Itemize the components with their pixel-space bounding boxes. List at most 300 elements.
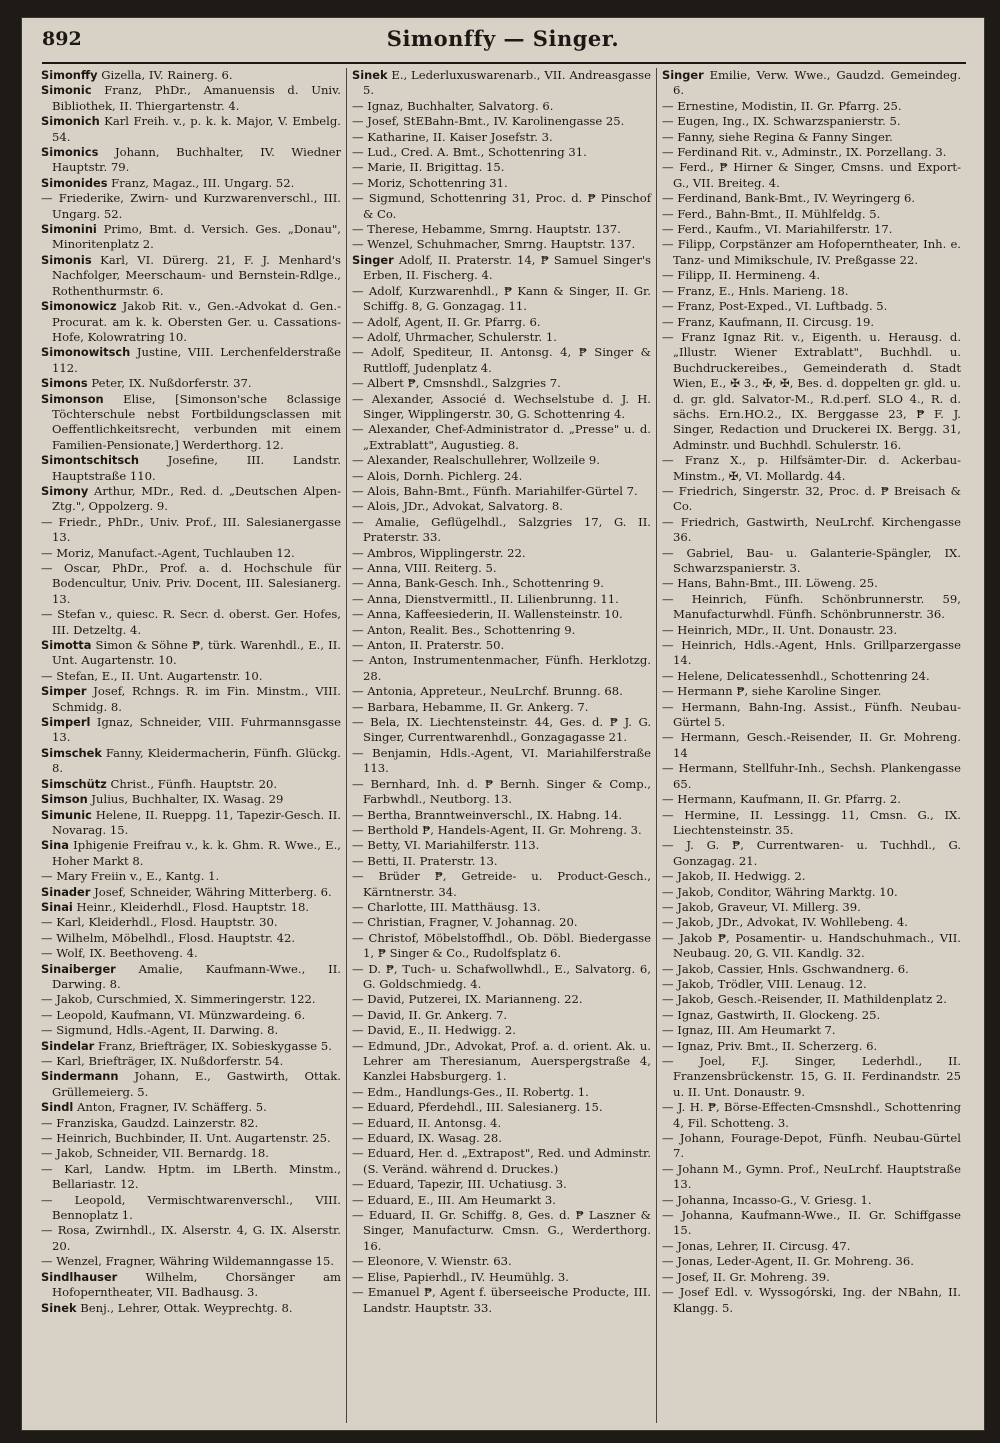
entry-text: — Wenzel, Fragner, Währing Wildemanngasse 15. (41, 1254, 335, 1269)
entry-surname: Simonson (41, 391, 104, 406)
directory-entry (352, 838, 651, 853)
entry-text: Franz, PhDr., Amanuensis d. Univ. Bibliothek, II. Thiergartenstr. 4. (52, 83, 341, 113)
directory-entry (352, 576, 651, 591)
directory-entry (662, 808, 961, 839)
directory-entry (41, 962, 341, 993)
entry-text: Josef, Rchngs. R. im Fin. Minstm., VIII. Schmidg. 8. (52, 684, 341, 714)
directory-entry (41, 638, 341, 669)
entry-text: — Katharine, II. Kaiser Josefstr. 3. (352, 129, 553, 144)
entry-text: Helene, II. Rueppg. 11, Tapezir-Gesch. II. Novarag. 15. (52, 807, 341, 837)
header-rule (42, 62, 966, 64)
entry-surname: Simunic (41, 807, 92, 822)
directory-entry (352, 607, 651, 622)
directory-entry (41, 1023, 341, 1038)
entry-text: E., Lederluxuswarenarb., VII. Andreasgasse 5. (363, 68, 651, 98)
directory-entry (662, 992, 961, 1007)
entry-text: Josefine, III. Landstr. Hauptstraße 110. (52, 453, 341, 483)
directory-entry (352, 1177, 651, 1192)
directory-entry (41, 1223, 341, 1254)
entry-text: — Wolf, IX. Beethoveng. 4. (41, 946, 198, 961)
entry-text: — Filipp, Corpstänzer am Hofoperntheater, Inh. e. Tanz- und Mimikschule, IV. Preßgasse 22. (662, 237, 961, 267)
directory-entry (662, 284, 961, 299)
entry-text: — Alois, JDr., Advokat, Salvatorg. 8. (352, 499, 563, 514)
entry-text: — Alois, Bahn-Bmt., Fünfh. Mariahilfer-Gürtel 7. (352, 483, 638, 498)
entry-surname: Simonffy (41, 68, 98, 82)
entry-text: — Ferdinand, Bank-Bmt., IV. Weyringerg 6. (662, 191, 916, 206)
directory-entry (662, 1285, 961, 1316)
directory-entry (352, 1208, 651, 1254)
directory-entry (41, 176, 341, 191)
entry-text: — Heinrich, Fünfh. Schönbrunnerstr. 59, Manufacturwhdl. Fünfh. Schönbrunnerstr. 36. (662, 591, 961, 622)
entry-text: Johann, E., Gastwirth, Ottak. Grüllemeierg. 5. (52, 1069, 341, 1099)
entry-text: — Heinrich, Buchbinder, II. Unt. Augartenstr. 25. (41, 1131, 331, 1146)
entry-text: — Emanuel ₱, Agent f. überseeische Producte, III. Landstr. Hauptstr. 33. (352, 1285, 651, 1315)
directory-entry (352, 561, 651, 576)
directory-entry (41, 546, 341, 561)
directory-entry (662, 623, 961, 638)
entry-text: — Leopold, Kaufmann, VI. Münzwardeing. 6. (41, 1007, 306, 1022)
entry-text: — David, II. Gr. Ankerg. 7. (352, 1007, 508, 1022)
directory-entry (41, 253, 341, 299)
directory-entry (662, 191, 961, 206)
entry-text: — Gabriel, Bau- u. Galanterie-Spängler, IX. Schwarzspanierstr. 3. (662, 545, 961, 575)
entry-text: — David, Putzerei, IX. Marianneng. 22. (352, 992, 583, 1007)
entry-text: Adolf, II. Praterstr. 14, ₱ Samuel Singer's Erben, II. Fischerg. 4. (363, 252, 651, 283)
entry-text: — Friedr., PhDr., Univ. Prof., III. Salesianergasse 13. (41, 514, 341, 545)
directory-entry (41, 68, 341, 83)
entry-text: Karl, VI. Dürerg. 21, F. J. Menhard's Nachfolger, Meerschaum- und Bernstein-Rdlge., Rothenthurmstr. 6. (52, 252, 341, 298)
entry-text: — Brüder ₱, Getreide- u. Product-Gesch., Kärntnerstr. 34. (352, 869, 651, 899)
directory-entry (352, 546, 651, 561)
directory-entry (662, 515, 961, 546)
entry-text: — Bela, IX. Liechtensteinstr. 44, Ges. d. ₱ J. G. Singer, Currentwarenhdl., Gonzagagasse 21. (352, 715, 651, 745)
entry-surname: Sinader (41, 884, 91, 899)
entry-text: Benj., Lehrer, Ottak. Weyprechtg. 8. (76, 1300, 293, 1315)
directory-entry (352, 1039, 651, 1085)
entry-surname: Simper (41, 684, 87, 699)
directory-entry (662, 1054, 961, 1100)
entry-text: — Johann M., Gymn. Prof., NeuLrchf. Hauptstraße 13. (662, 1161, 961, 1192)
directory-entry (662, 222, 961, 237)
directory-entry (41, 669, 341, 684)
entry-text: — Jonas, Leder-Agent, II. Gr. Mohreng. 36. (662, 1254, 914, 1269)
directory-entry (41, 946, 341, 961)
entry-text: — Jakob, JDr., Advokat, IV. Wohllebeng. 4. (662, 915, 908, 930)
entry-surname: Simperl (41, 715, 91, 730)
directory-entry (41, 1270, 341, 1301)
entry-text: Justine, VIII. Lerchenfelderstraße 112. (52, 345, 341, 375)
entry-text: — Charlotte, III. Matthäusg. 13. (352, 899, 541, 914)
directory-entry (662, 730, 961, 761)
directory-entry (41, 746, 341, 777)
entry-text: — Adolf, Kurzwarenhdl., ₱ Kann & Singer, II. Gr. Schiffg. 8, G. Gonzagag. 11. (352, 283, 651, 314)
directory-entry (662, 792, 961, 807)
entry-text: — Jakob, Gesch.-Reisender, II. Mathildenplatz 2. (662, 992, 947, 1007)
entry-text: — Betty, VI. Mariahilferstr. 113. (352, 838, 540, 853)
directory-entry (41, 808, 341, 839)
entry-text: — Friederike, Zwirn- und Kurzwarenverschl., III. Ungarg. 52. (41, 191, 341, 221)
directory-entry (41, 376, 341, 391)
directory-entry (352, 484, 651, 499)
directory-entry (352, 684, 651, 699)
directory-entry (352, 176, 651, 191)
directory-entry (662, 1100, 961, 1131)
directory-entry (352, 1193, 651, 1208)
entry-surname: Sinai (41, 899, 73, 914)
entry-text: — Jakob, II. Hedwigg. 2. (662, 869, 806, 884)
entry-surname: Sindelar (41, 1038, 95, 1053)
directory-entry (352, 1023, 651, 1038)
entry-surname: Singer (662, 68, 704, 82)
entry-text: Franz, Briefträger, IX. Sobieskygasse 5. (94, 1038, 332, 1053)
directory-entry (41, 715, 341, 746)
entry-text: — Jakob, Trödler, VIII. Lenaug. 12. (662, 976, 867, 991)
entry-surname: Simontschitsch (41, 453, 139, 468)
directory-entry (41, 1131, 341, 1146)
directory-entry (352, 777, 651, 808)
directory-entry (41, 931, 341, 946)
entry-text: — Jakob, Graveur, VI. Millerg. 39. (662, 899, 861, 914)
entry-text: — Moriz, Manufact.-Agent, Tuchlauben 12. (41, 545, 295, 560)
entry-text: — Anton, Instrumentenmacher, Fünfh. Herklotzg. 28. (352, 653, 651, 683)
entry-surname: Simotta (41, 638, 92, 653)
directory-entry (662, 484, 961, 515)
entry-surname: Simonics (41, 145, 99, 160)
entry-text: — Rosa, Zwirnhdl., IX. Alserstr. 4, G. IX. Alserstr. 20. (41, 1223, 341, 1253)
directory-entry (662, 900, 961, 915)
entry-text: — Josef, II. Gr. Mohreng. 39. (662, 1269, 830, 1284)
directory-entry (41, 1193, 341, 1224)
entry-text: — Stefan v., quiesc. R. Secr. d. oberst. Ger. Hofes, III. Detzeltg. 4. (41, 607, 341, 637)
entry-text: Amalie, Kaufmann-Wwe., II. Darwing. 8. (52, 961, 341, 991)
directory-entry (662, 1254, 961, 1269)
directory-entry (41, 145, 341, 176)
directory-entry (352, 900, 651, 915)
directory-entry (41, 777, 341, 792)
entry-text: — Hermann, Gesch.-Reisender, II. Gr. Mohreng. 14 (662, 730, 961, 760)
directory-entry (352, 284, 651, 315)
directory-entry (352, 854, 651, 869)
entry-text: Franz, Magaz., III. Ungarg. 52. (107, 175, 295, 190)
entry-text: — Eduard, Pferdehdl., III. Salesianerg. 15. (352, 1100, 603, 1115)
directory-entry (41, 1116, 341, 1131)
entry-surname: Simony (41, 483, 89, 498)
directory-entry (662, 885, 961, 900)
entry-text: — Joel, F.J. Singer, Lederhdl., II. Franzensbrückenstr. 15, G. II. Ferdinandstr. 25 u. II. Unt. Donaustr. 9. (662, 1054, 961, 1099)
entry-text: — Eugen, Ing., IX. Schwarzspanierstr. 5. (662, 114, 901, 129)
directory-entry (41, 1100, 341, 1115)
entry-text: Iphigenie Freifrau v., k. k. Ghm. R. Wwe., E., Hoher Markt 8. (52, 838, 341, 868)
entry-text: — Hermann, Stellfuhr-Inh., Sechsh. Plankengasse 65. (662, 761, 961, 791)
entry-text: — Leopold, Vermischtwarenverschl., VIII. Bennoplatz 1. (41, 1192, 341, 1223)
directory-entry (662, 962, 961, 977)
directory-entry (41, 1254, 341, 1269)
entry-surname: Sinek (41, 1300, 77, 1315)
entry-surname: Sindlhauser (41, 1269, 118, 1284)
directory-entry (662, 576, 961, 591)
entry-text: — Franz, E., Hnls. Marieng. 18. (662, 283, 849, 298)
directory-entry (352, 315, 651, 330)
entry-text: — Anna, VIII. Reiterg. 5. (352, 561, 497, 575)
entry-text: — David, E., II. Hedwigg. 2. (352, 1023, 516, 1038)
directory-entry (662, 1193, 961, 1208)
directory-entry (662, 977, 961, 992)
entry-text: — Filipp, II. Hermineng. 4. (662, 268, 821, 283)
entry-surname: Simonini (41, 222, 97, 237)
directory-entry (41, 885, 341, 900)
directory-entry (352, 130, 651, 145)
directory-entry (352, 99, 651, 114)
entry-text: — Hermann, Bahn-Ing. Assist., Fünfh. Neubau-Gürtel 5. (662, 699, 961, 730)
directory-entry (352, 1285, 651, 1316)
directory-entry (352, 915, 651, 930)
entry-text: — Karl, Landw. Hptm. im LBerth. Minstm., Bellariastr. 12. (41, 1161, 341, 1192)
entry-text: — Eduard, IX. Wasag. 28. (352, 1131, 502, 1146)
directory-entry (352, 1008, 651, 1023)
entry-text: — Sigmund, Schottenring 31, Proc. d. ₱ Pinschof & Co. (352, 191, 651, 221)
entry-text: Heinr., Kleiderhdl., Flosd. Hauptstr. 18. (72, 899, 310, 914)
directory-entry (352, 515, 651, 546)
directory-entry (352, 253, 651, 284)
directory-entry (352, 469, 651, 484)
directory-entry (352, 592, 651, 607)
entry-text: — Anton, Realit. Bes., Schottenring 9. (352, 622, 576, 637)
entry-text: — Heinrich, MDr., II. Unt. Donaustr. 23. (662, 622, 898, 637)
directory-entry (41, 515, 341, 546)
entry-text: — Josef Edl. v. Wyssogórski, Ing. der NBahn, II. Klangg. 5. (662, 1285, 961, 1315)
entry-text: — Moriz, Schottenring 31. (352, 175, 508, 190)
directory-entry (662, 268, 961, 283)
directory-entry (41, 222, 341, 253)
directory-entry (662, 114, 961, 129)
entry-text: — Jakob, Curschmied, X. Simmeringerstr. 122. (41, 992, 316, 1007)
entry-text: — Ignaz, III. Am Heumarkt 7. (662, 1023, 836, 1038)
directory-entry (352, 715, 651, 746)
directory-entry (41, 1008, 341, 1023)
directory-entry (352, 638, 651, 653)
entry-text: — Johanna, Kaufmann-Wwe., II. Gr. Schiffgasse 15. (662, 1208, 961, 1238)
entry-surname: Sinek (352, 68, 388, 82)
entry-text: — D. ₱, Tuch- u. Schafwollwhdl., E., Salvatorg. 6, G. Goldschmiedg. 4. (352, 961, 651, 991)
page-header (22, 18, 984, 68)
directory-entry (352, 823, 651, 838)
directory-entry (662, 838, 961, 869)
entry-surname: Simson (41, 792, 88, 807)
directory-entry (352, 869, 651, 900)
directory-entry (662, 915, 961, 930)
entry-text: — Adolf, Uhrmacher, Schulerstr. 1. (352, 329, 557, 344)
entry-text: — Hermann ₱, siehe Karoline Singer. (662, 684, 882, 699)
entry-text: — Ambros, Wipplingerstr. 22. (352, 545, 526, 560)
entry-text: — Wenzel, Schuhmacher, Smrng. Hauptstr. 137. (352, 237, 636, 252)
directory-entry (662, 1239, 961, 1254)
entry-text: Karl Freih. v., p. k. k. Major, V. Embelg. 54. (52, 114, 341, 144)
directory-entry (352, 1116, 651, 1131)
directory-entry (352, 700, 651, 715)
entry-text: — Berthold ₱, Handels-Agent, II. Gr. Mohreng. 3. (352, 822, 642, 837)
column-2 (346, 68, 656, 1423)
directory-entry (41, 561, 341, 607)
entry-text: — Alois, Dornh. Pichlerg. 24. (352, 468, 523, 483)
entry-text: — J. H. ₱, Börse-Effecten-Cmsnshdl., Schottenring 4, Fil. Schotteng. 3. (662, 1100, 961, 1130)
entry-text: — Jakob, Conditor, Währing Marktg. 10. (662, 884, 898, 899)
directory-entry (662, 1008, 961, 1023)
directory-entry (662, 68, 961, 99)
columns (36, 68, 976, 1423)
directory-entry (662, 1039, 961, 1054)
directory-entry (662, 299, 961, 314)
entry-text: — Oscar, PhDr., Prof. a. d. Hochschule für Bodencultur, Univ. Priv. Docent, III. Salesianerg. 13. (41, 561, 341, 606)
directory-entry (352, 237, 651, 252)
entry-text: — Anna, Kaffeesiederin, II. Wallensteinstr. 10. (352, 607, 623, 622)
entry-text: Primo, Bmt. d. Versich. Ges. „Donau", Minoritenplatz 2. (52, 222, 341, 252)
entry-text: Gizella, IV. Rainerg. 6. (97, 68, 233, 82)
directory-entry (352, 422, 651, 453)
entry-text: — Eduard, Her. d. „Extrapost", Red. und Adminstr. (S. Veränd. während d. Druckes.) (352, 1146, 651, 1176)
directory-entry (41, 484, 341, 515)
entry-text: — Ferd., ₱ Hirner & Singer, Cmsns. und Export-G., VII. Breiteg. 4. (662, 160, 961, 190)
directory-entry (352, 392, 651, 423)
directory-entry (662, 1270, 961, 1285)
directory-entry (41, 684, 341, 715)
entry-text: — Helene, Delicatessenhdl., Schottenring 24. (662, 668, 930, 683)
directory-entry (41, 191, 341, 222)
directory-entry (662, 145, 961, 160)
entry-text: — Franz Ignaz Rit. v., Eigenth. u. Herausg. d. „Illustr. Wiener Extrablatt", Buchhdl. u. Buchdruckereibes., Gemeinderath d. Stadt Wien, E., ✠ 3., ✠, ✠, Bes. d. doppelten gr. gld. u. d. gr. gld. Salvator-M., R.d.perf. SLO 4., R. d. sächs. Ern.HO.2., IX. Berggasse 23, ₱ F. J. Singer, Redaction und Druckerei IX. Bergg. 31, Adminstr. und Buchhdl. Schulerstr. 16. (662, 329, 961, 452)
directory-entry (662, 1208, 961, 1239)
directory-entry (662, 700, 961, 731)
entry-text: — Edmund, JDr., Advokat, Prof. a. d. orient. Ak. u. Lehrer am Theresianum, Auerspergstraße 4, Kanzlei Habsburgerg. 1. (352, 1038, 651, 1084)
directory-entry (662, 684, 961, 699)
entry-text: Johann, Buchhalter, IV. Wiedner Hauptstr. 79. (52, 145, 341, 175)
entry-text: Josef, Schneider, Währing Mitterberg. 6. (90, 884, 332, 899)
directory-entry (662, 669, 961, 684)
entry-text: — Adolf, Agent, II. Gr. Pfarrg. 6. (352, 314, 541, 329)
directory-entry (662, 130, 961, 145)
entry-text: — Adolf, Spediteur, II. Antonsg. 4, ₱ Singer & Ruttloff, Judenplatz 4. (352, 345, 651, 375)
entry-surname: Sinaiberger (41, 961, 116, 976)
entry-text: — Jakob ₱, Posamentir- u. Handschuhmach., VII. Neubaug. 20, G. VII. Kandlg. 32. (662, 930, 961, 961)
entry-text: — Josef, StEBahn-Bmt., IV. Karolinengasse 25. (352, 114, 625, 129)
entry-text: — Eduard, II. Antonsg. 4. (352, 1115, 502, 1130)
page-number: 892 (42, 28, 82, 50)
directory-entry (352, 962, 651, 993)
directory-entry (41, 83, 341, 114)
directory-entry (41, 1301, 341, 1316)
directory-entry (352, 808, 651, 823)
directory-entry (352, 1131, 651, 1146)
entry-text: — Ferdinand Rit. v., Adminstr., IX. Porzellang. 3. (662, 145, 947, 160)
entry-text: — Anna, Dienstvermittl., II. Lilienbrunng. 11. (352, 591, 619, 606)
directory-entry (662, 638, 961, 669)
directory-entry (41, 792, 341, 807)
directory-entry (41, 869, 341, 884)
entry-surname: Simonic (41, 83, 92, 98)
entry-text: — Ignaz, Buchhalter, Salvatorg. 6. (352, 98, 554, 113)
entry-surname: Simonides (41, 175, 108, 190)
entry-text: — Johann, Fourage-Depot, Fünfh. Neubau-Gürtel 7. (662, 1131, 961, 1161)
running-title: Simonffy — Singer. (386, 26, 620, 51)
entry-text: — Anna, Bank-Gesch. Inh., Schottenring 9. (352, 576, 604, 591)
entry-text: — Jakob, Cassier, Hnls. Gschwandnerg. 6. (662, 961, 909, 976)
entry-text: — Franziska, Gaudzd. Lainzerstr. 82. (41, 1115, 259, 1130)
entry-text: — Amalie, Geflügelhdl., Salzgries 17, G. II. Praterstr. 33. (352, 514, 651, 545)
directory-entry (352, 1146, 651, 1177)
entry-text: — Elise, Papierhdl., IV. Heumühlg. 3. (352, 1269, 569, 1284)
entry-text: — Christian, Fragner, V. Johannag. 20. (352, 915, 578, 930)
entry-text: — Wilhelm, Möbelhdl., Flosd. Hauptstr. 42. (41, 930, 296, 945)
directory-entry (352, 992, 651, 1007)
entry-surname: Sindl (41, 1100, 74, 1115)
directory-entry (352, 1270, 651, 1285)
entry-text: — Marie, II. Brigittag. 15. (352, 160, 505, 175)
entry-surname: Simonowitsch (41, 345, 131, 360)
entry-text: — Eduard, II. Gr. Schiffg. 8, Ges. d. ₱ Laszner & Singer, Manufacturw. Cmsn. G., Werderthorg. 16. (352, 1208, 651, 1253)
directory-entry (41, 114, 341, 145)
entry-text: Peter, IX. Nußdorferstr. 37. (87, 376, 252, 391)
entry-text: Christ., Fünfh. Hauptstr. 20. (106, 776, 278, 791)
directory-page (22, 18, 984, 1430)
entry-text: Simon & Söhne ₱, türk. Warenhdl., E., II. Unt. Augartenstr. 10. (52, 638, 341, 668)
directory-entry (41, 992, 341, 1007)
entry-text: — Alexander, Chef-Administrator d. „Presse" u. d. „Extrablatt", Augustieg. 8. (352, 422, 651, 452)
entry-text: Julius, Buchhalter, IX. Wasag. 29 (87, 792, 284, 807)
entry-text: — Franz X., p. Hilfsämter-Dir. d. Ackerbau-Minstm., ✠, VI. Mollardg. 44. (662, 453, 961, 483)
directory-entry (41, 607, 341, 638)
entry-text: Jakob Rit. v., Gen.-Advokat d. Gen.-Procurat. am k. k. Obersten Ger. u. Cassations-Hofe, Kolowratring 10. (52, 299, 341, 344)
directory-entry (662, 869, 961, 884)
directory-entry (352, 222, 651, 237)
directory-entry (352, 623, 651, 638)
entry-surname: Sindermann (41, 1069, 119, 1084)
entry-text: — Jakob, Schneider, VII. Bernardg. 18. (41, 1146, 269, 1161)
entry-text: — Mary Freiin v., E., Kantg. 1. (41, 869, 220, 884)
directory-entry (662, 931, 961, 962)
entry-text: — Sigmund, Hdls.-Agent, II. Darwing. 8. (41, 1023, 279, 1038)
entry-text: Wilhelm, Chorsänger am Hofoperntheater, VII. Badhausg. 3. (52, 1269, 341, 1300)
entry-text: Fanny, Kleidermacherin, Fünfh. Glückg. 8. (52, 745, 341, 776)
entry-surname: Simonowicz (41, 299, 117, 314)
entry-text: — Karl, Kleiderhdl., Flosd. Hauptstr. 30. (41, 915, 278, 930)
column-1 (36, 68, 346, 1423)
entry-text: — Friedrich, Gastwirth, NeuLrchf. Kirchengasse 36. (662, 514, 961, 545)
directory-entry (662, 453, 961, 484)
entry-text: — Bernhard, Inh. d. ₱ Bernh. Singer & Comp., Farbwhdl., Neutborg. 13. (352, 776, 651, 807)
directory-entry (352, 160, 651, 175)
entry-text: — Ferd., Bahn-Bmt., II. Mühlfeldg. 5. (662, 206, 881, 221)
directory-entry (352, 345, 651, 376)
directory-entry (41, 1162, 341, 1193)
entry-text: — Barbara, Hebamme, II. Gr. Ankerg. 7. (352, 699, 589, 714)
directory-entry (352, 653, 651, 684)
entry-text: — Franz, Kaufmann, II. Circusg. 19. (662, 314, 875, 329)
directory-entry (41, 1069, 341, 1100)
entry-text: — Benjamin, Hdls.-Agent, VI. Mariahilferstraße 113. (352, 745, 651, 776)
directory-entry (41, 1054, 341, 1069)
entry-text: — Johanna, Incasso-G., V. Griesg. 1. (662, 1192, 872, 1207)
directory-entry (662, 330, 961, 453)
directory-entry (352, 1085, 651, 1100)
directory-entry (662, 237, 961, 268)
entry-text: — Lud., Cred. A. Bmt., Schottenring 31. (352, 145, 587, 160)
directory-entry (662, 761, 961, 792)
directory-entry (41, 900, 341, 915)
directory-entry (662, 1023, 961, 1038)
entry-text: — Eduard, E., III. Am Heumarkt 3. (352, 1192, 556, 1207)
entry-text: — Antonia, Appreteur., NeuLrchf. Brunng. 68. (352, 684, 623, 699)
entry-text: — Friedrich, Singerstr. 32, Proc. d. ₱ Breisach & Co. (662, 483, 961, 514)
entry-text: — Franz, Post-Exped., VI. Luftbadg. 5. (662, 299, 888, 314)
